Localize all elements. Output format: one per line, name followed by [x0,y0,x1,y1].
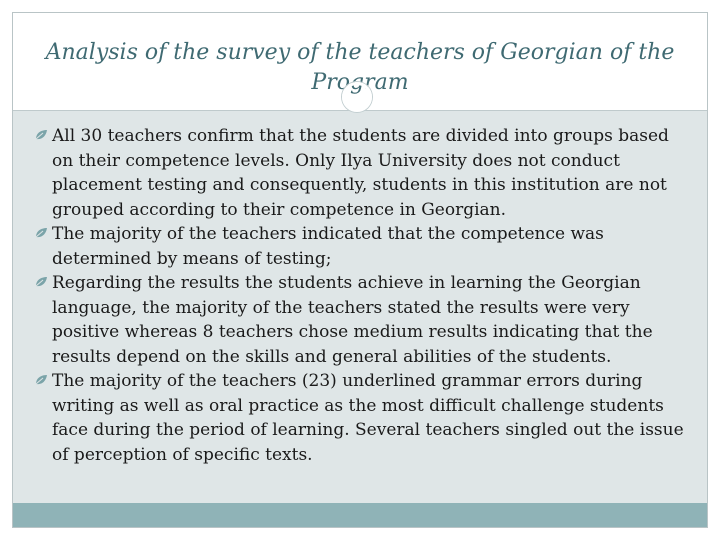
bullet-item [34,222,684,271]
bullet-list [34,124,684,467]
bullet-text: The majority of the teachers (23) underlined grammar errors during writing as well as oral practice as the most difficult challenge students face during the period of learning. Several teachers singled out the issue of perception of specific texts. [52,371,684,465]
slide-title: Analysis of the survey of the teachers of Georgian of the Program [45,40,675,95]
bullet-item [34,124,684,222]
leaf-bullet-icon [34,275,48,289]
divider-circle-ornament [342,82,372,112]
leaf-bullet-icon [34,128,48,142]
bullet-text: Regarding the results the students achieve in learning the Georgian language, the majority of the teachers stated the results were very positive whereas 8 teachers chose medium results indicating that the results depend on the skills and general abilities of the students. [52,273,653,367]
bullet-item [34,369,684,467]
leaf-bullet-icon [34,226,48,240]
bullet-text: The majority of the teachers indicated that the competence was determined by means of testing; [52,224,604,269]
bullet-item [34,271,684,369]
footer-bar [13,503,707,527]
leaf-bullet-icon [34,373,48,387]
bullet-text: All 30 teachers confirm that the students are divided into groups based on their competence levels. Only Ilya University does not conduct placement testing and consequently, students in this institution are not grouped according to their competence in Georgian. [52,126,669,220]
